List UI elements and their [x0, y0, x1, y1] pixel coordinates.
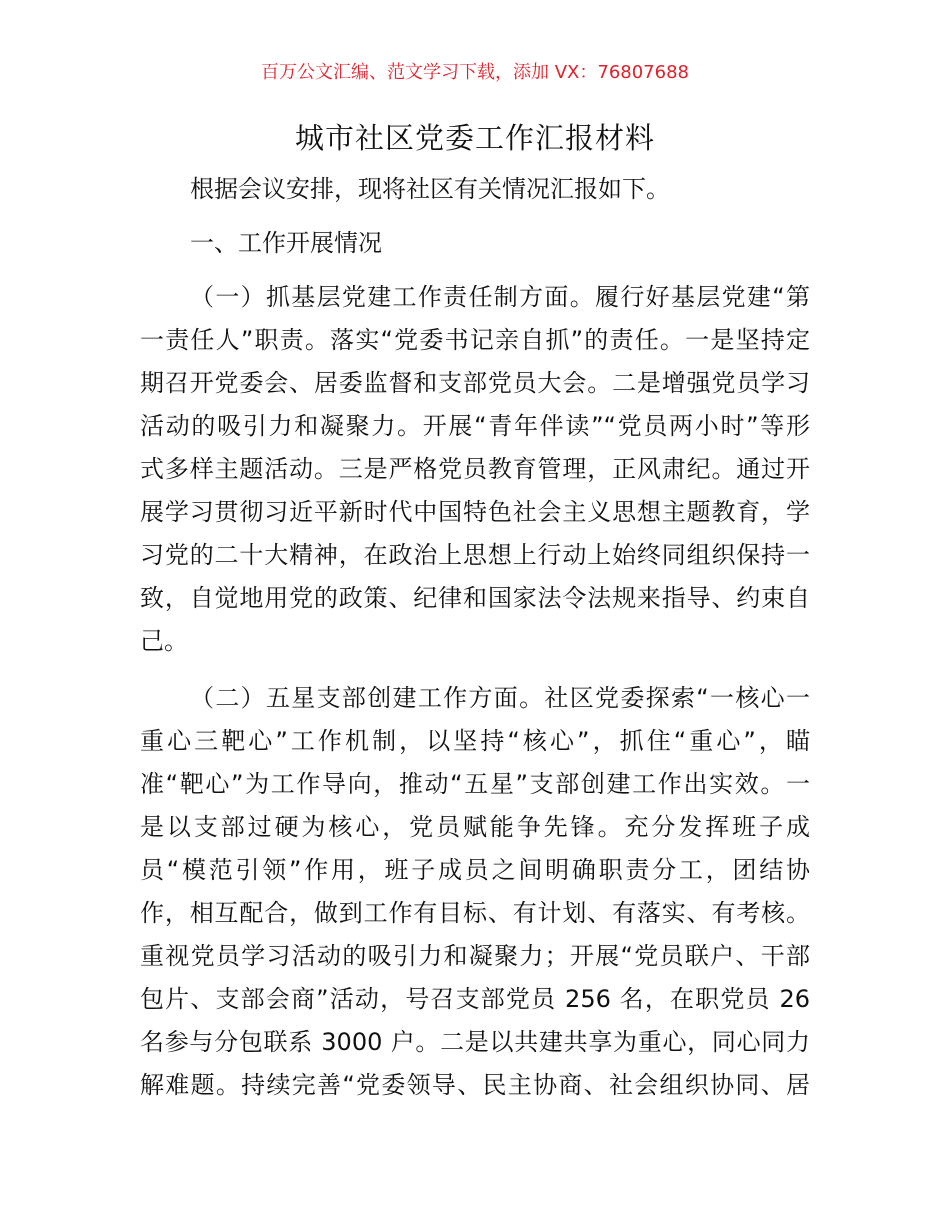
paragraph-1 [140, 276, 810, 663]
paragraph-line: 包片、支部会商”活动，号召支部党员 256 名，在职党员 26 [140, 985, 810, 1013]
paragraph-line: 期召开党委会、居委监督和支部党员大会。二是增强党员学习 [140, 369, 810, 397]
intro-paragraph: 根据会议安排，现将社区有关情况汇报如下。 [190, 175, 670, 203]
document-title: 城市社区党委工作汇报材料 [294, 121, 655, 155]
paragraph-line: 是以支部过硬为核心，党员赋能争先锋。充分发挥班子成 [140, 813, 810, 841]
paragraph-line: 重心三靶心”工作机制，以坚持“核心”，抓住“重心”，瞄 [140, 727, 810, 755]
section-heading-block [140, 222, 810, 265]
paragraph-line: （一）抓基层党建工作责任制方面。履行好基层党建“第 [190, 283, 810, 311]
paragraph-line: 重视党员学习活动的吸引力和凝聚力；开展“党员联户、干部 [140, 942, 810, 970]
paragraph-line: 员“模范引领”作用，班子成员之间明确职责分工，团结协 [140, 856, 810, 884]
paragraph-line: 己。 [140, 627, 188, 655]
paragraph-line: 作，相互配合，做到工作有目标、有计划、有落实、有考核。 [140, 899, 810, 927]
paragraph-line: （二）五星支部创建工作方面。社区党委探索“一核心一 [190, 684, 810, 712]
paragraph-line: 准“靶心”为工作导向，推动“五星”支部创建工作出实效。一 [140, 770, 810, 798]
section-heading: 一、工作开展情况 [190, 229, 382, 257]
paragraph-line: 名参与分包联系 3000 户。二是以共建共享为重心，同心同力 [140, 1028, 810, 1056]
paragraph-line: 展学习贯彻习近平新时代中国特色社会主义思想主题教育，学 [140, 498, 810, 526]
paragraph-line: 解难题。持续完善“党委领导、民主协商、社会组织协同、居 [140, 1071, 810, 1099]
paragraph-line: 习党的二十大精神，在政治上思想上行动上始终同组织保持一 [140, 541, 810, 569]
paragraph-line: 活动的吸引力和凝聚力。开展“青年伴读”“党员两小时”等形 [140, 412, 810, 440]
paragraph-line: 式多样主题活动。三是严格党员教育管理，正风肃纪。通过开 [140, 455, 810, 483]
paragraph-2 [140, 677, 810, 1107]
paragraph-line: 致，自觉地用党的政策、纪律和国家法令法规来指导、约束自 [140, 584, 810, 612]
watermark-header: 百万公文汇编、范文学习下载，添加 VX：76807688 [261, 62, 689, 83]
intro-block [140, 168, 810, 211]
paragraph-line: 一责任人”职责。落实“党委书记亲自抓”的责任。一是坚持定 [140, 326, 810, 354]
